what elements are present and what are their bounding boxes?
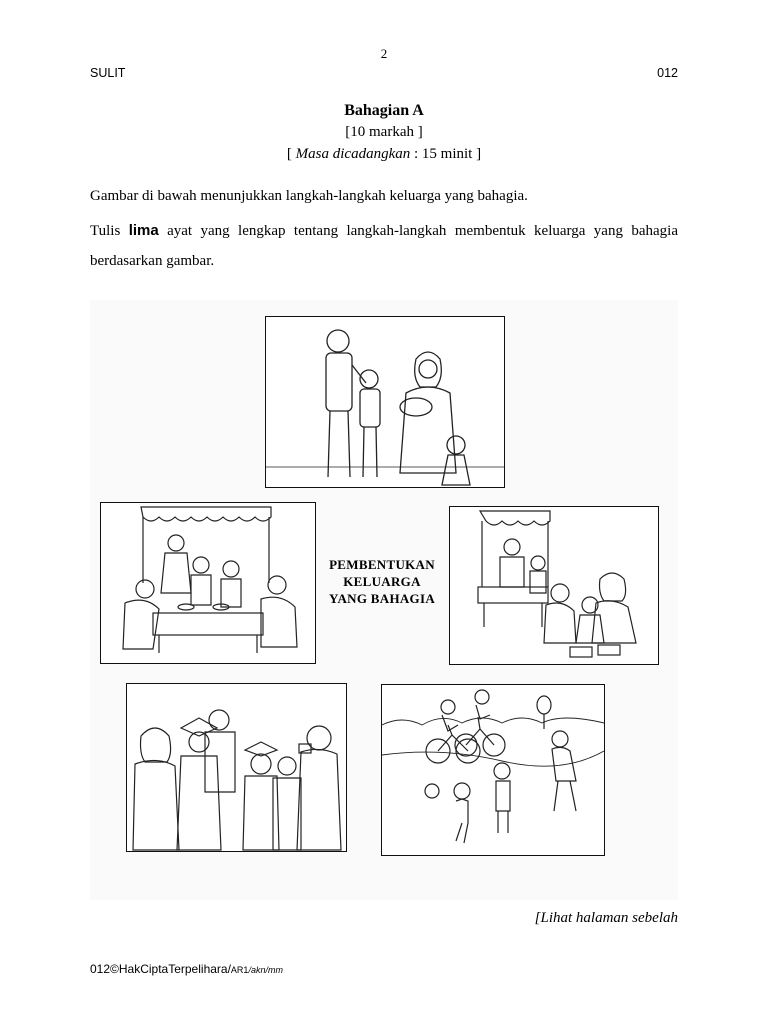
instruction-line-1: Gambar di bawah menunjukkan langkah-langkah keluarga yang bahagia. (90, 188, 528, 204)
paper-code: 012 (657, 66, 678, 80)
section-marks: [10 markah ] (345, 124, 423, 140)
family-portrait-illustration (265, 316, 505, 488)
instruction-bold-word: lima (128, 222, 159, 239)
time-label: Masa dicadangkan (295, 146, 411, 162)
time-value: : 15 minit ] (410, 146, 482, 162)
family-recreation-illustration (381, 684, 605, 856)
next-page-note: [Lihat halaman sebelah (534, 910, 678, 926)
page-number: 2 (380, 46, 388, 61)
copyright-code: AR1 (230, 965, 249, 975)
family-graduation-illustration (126, 683, 347, 852)
copyright-main: 012©HakCiptaTerpelihara/ (90, 962, 231, 976)
instruction-text-before: Tulis (90, 223, 129, 239)
family-study-illustration (449, 506, 659, 665)
suggested-time (0, 146, 768, 163)
family-meal-illustration (100, 502, 316, 664)
center-label-line-1: PEMBENTUKAN (329, 557, 435, 572)
section-title: Bahagian A (344, 102, 424, 119)
copyright-initials: akn/mm (250, 965, 283, 975)
center-label-line-3: YANG BAHAGIA (328, 591, 436, 606)
time-prefix: [ (286, 146, 296, 162)
instruction-line-2 (90, 216, 678, 276)
copyright-sep: / (248, 965, 251, 975)
copyright-footer (90, 962, 283, 976)
sulit-label: SULIT (90, 66, 126, 80)
center-label-line-2: KELUARGA (343, 574, 421, 589)
figure-center-label (322, 556, 442, 607)
instruction-text-after: ayat yang lengkap tentang langkah-langkah membentuk keluarga yang bahagia berdasarkan gambar. (90, 223, 678, 269)
